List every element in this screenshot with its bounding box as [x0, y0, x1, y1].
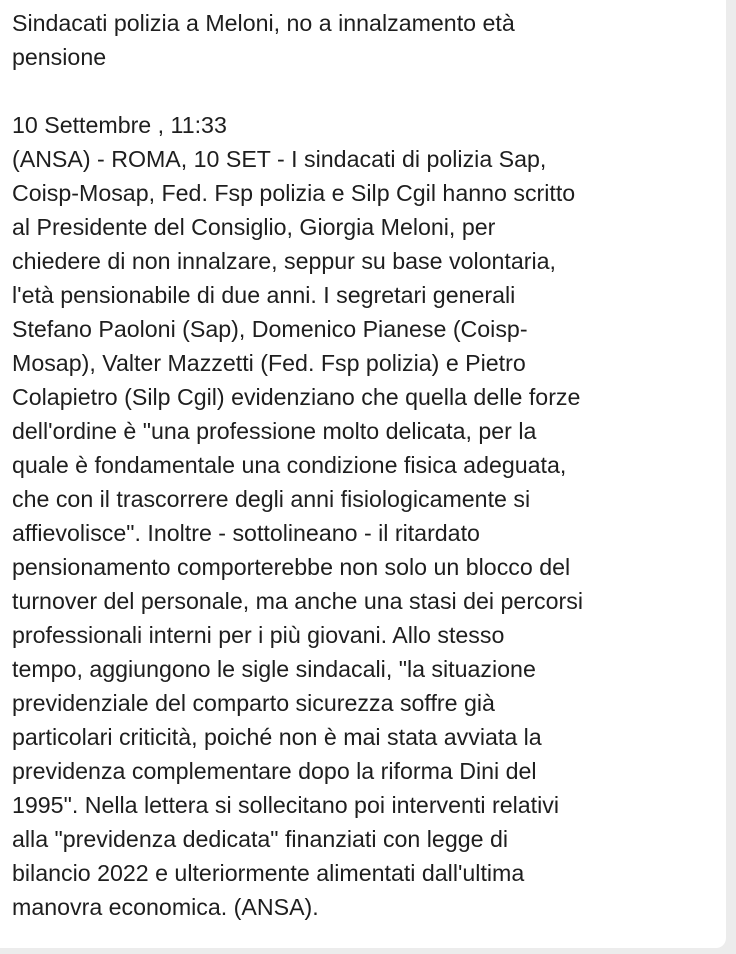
- body-line: quale è fondamentale una condizione fisica adeguata,: [12, 452, 567, 478]
- body-line: (ANSA) - ROMA, 10 SET - I sindacati di polizia Sap,: [12, 146, 547, 172]
- body-line: 1995". Nella lettera si sollecitano poi interventi relativi: [12, 792, 559, 818]
- body-line: particolari criticità, poiché non è mai stata avviata la: [12, 724, 542, 750]
- body-line: Mosap), Valter Mazzetti (Fed. Fsp polizia) e Pietro: [12, 350, 526, 376]
- body-line: professionali interni per i più giovani. Allo stesso: [12, 622, 505, 648]
- body-line: bilancio 2022 e ulteriormente alimentati dall'ultima: [12, 860, 525, 886]
- body-line: dell'ordine è "una professione molto delicata, per la: [12, 418, 537, 444]
- body-line: Stefano Paoloni (Sap), Domenico Pianese (Coisp-: [12, 316, 528, 342]
- title-line: Sindacati polizia a Meloni, no a innalzamento età: [12, 10, 515, 36]
- body-line: chiedere di non innalzare, seppur su base volontaria,: [12, 248, 556, 274]
- body-line: turnover del personale, ma anche una stasi dei percorsi: [12, 588, 583, 614]
- body-line: alla "previdenza dedicata" finanziati con legge di: [12, 826, 508, 852]
- blank-line: [12, 74, 718, 108]
- body-line: pensionamento comporterebbe non solo un blocco del: [12, 554, 571, 580]
- body-line: affievolisce". Inoltre - sottolineano - il ritardato: [12, 520, 480, 546]
- body-line: al Presidente del Consiglio, Giorgia Meloni, per: [12, 214, 496, 240]
- article-body: [12, 142, 718, 924]
- body-line: l'età pensionabile di due anni. I segretari generali: [12, 282, 516, 308]
- article-title: [12, 6, 718, 74]
- body-line: che con il trascorrere degli anni fisiologicamente si: [12, 486, 531, 512]
- body-line: tempo, aggiungono le sigle sindacali, "la situazione: [12, 656, 536, 682]
- body-line: previdenziale del comparto sicurezza soffre già: [12, 690, 495, 716]
- body-line: previdenza complementare dopo la riforma Dini del: [12, 758, 537, 784]
- body-line: manovra economica. (ANSA).: [12, 894, 319, 920]
- body-line: Coisp-Mosap, Fed. Fsp polizia e Silp Cgil hanno scritto: [12, 180, 576, 206]
- dateline: 10 Settembre , 11:33: [12, 112, 227, 138]
- title-line: pensione: [12, 44, 107, 70]
- body-line: Colapietro (Silp Cgil) evidenziano che quella delle forze: [12, 384, 581, 410]
